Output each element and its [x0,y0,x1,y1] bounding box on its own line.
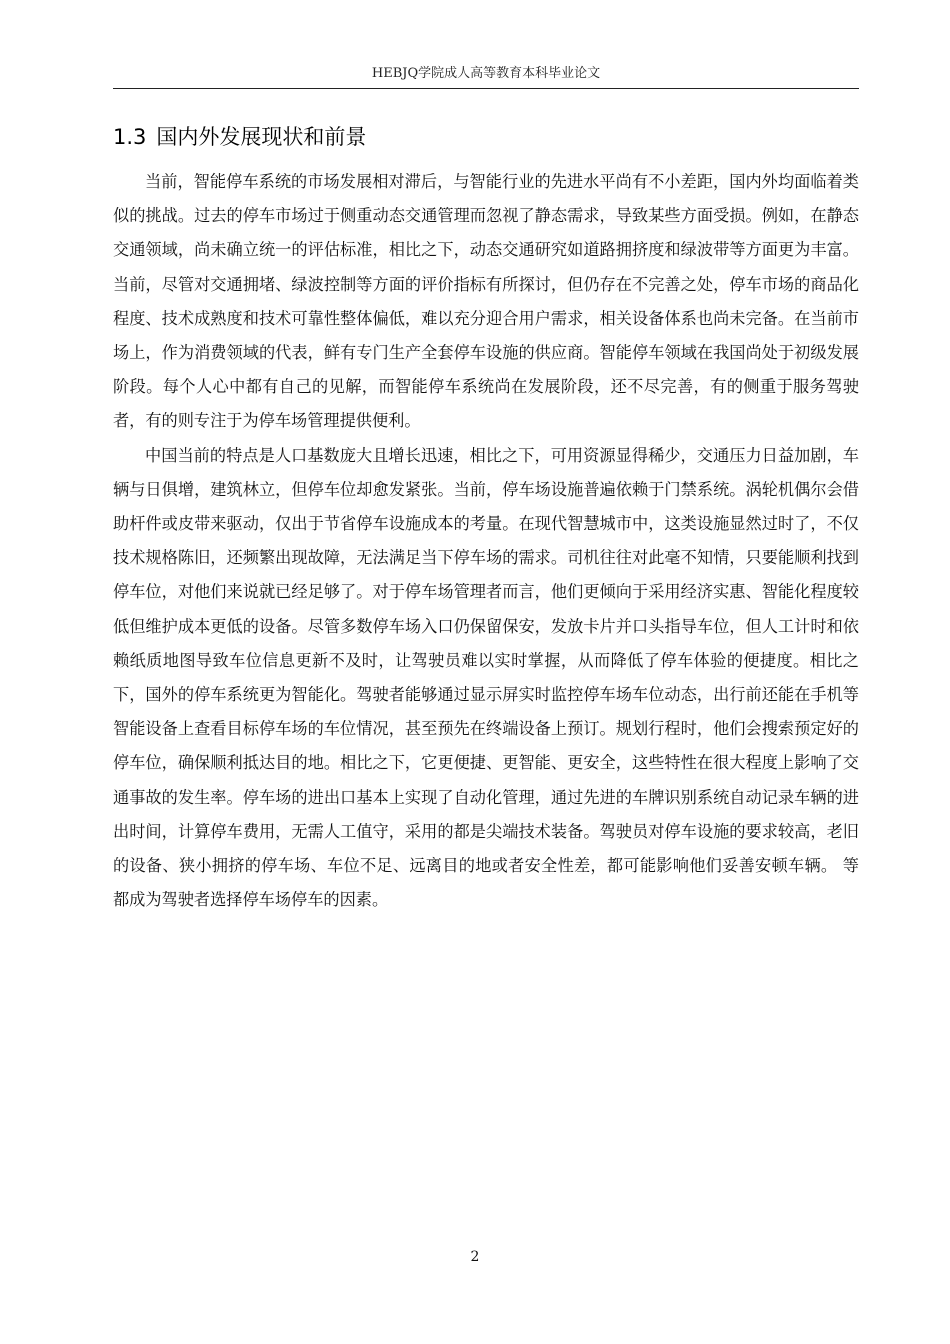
paragraph-2: 中国当前的特点是人口基数庞大且增长迅速，相比之下，可用资源显得稀少，交通压力日益加剧，车辆与日俱增，建筑林立，但停车位却愈发紧张。当前，停车场设施普遍依赖于门禁系统。涡轮机偶尔会借助杆件或皮带来驱动，仅出于节省停车设施成本的考量。在现代智慧城市中，这类设施显然过时了，不仅技术规格陈旧，还频繁出现故障，无法满足当下停车场的需求。司机往往对此毫不知情，只要能顺利找到停车位，对他们来说就已经足够了。对于停车场管理者而言，他们更倾向于采用经济实惠、智能化程度较低但维护成本更低的设备。尽管多数停车场入口仍保留保安，发放卡片并口头指导车位，但人工计时和依赖纸质地图导致车位信息更新不及时，让驾驶员难以实时掌握，从而降低了停车体验的便捷度。相比之下，国外的停车系统更为智能化。驾驶者能够通过显示屏实时监控停车场车位动态，出行前还能在手机等智能设备上查看目标停车场的车位情况，甚至预先在终端设备上预订。规划行程时，他们会搜索预定好的停车位，确保顺利抵达目的地。相比之下，它更便捷、更智能、更安全，这些特性在很大程度上影响了交通事故的发生率。停车场的进出口基本上实现了自动化管理，通过先进的车牌识别系统自动记录车辆的进出时间，计算停车费用，无需人工值守，采用的都是尖端技术装备。驾驶员对停车设施的要求较高，老旧的设备、狭小拥挤的停车场、车位不足、远离目的地或者安全性差，都可能影响他们妥善安顿车辆。 等都成为驾驶者选择停车场停车的因素。 [113,445,859,910]
header-divider [113,88,859,89]
page-header-title: HEBJQ学院成人高等教育本科毕业论文 [371,66,601,81]
paragraph-1: 当前，智能停车系统的市场发展相对滞后，与智能行业的先进水平尚有不小差距，国内外均面临着类似的挑战。过去的停车市场过于侧重动态交通管理而忽视了静态需求，导致某些方面受损。例如，在静态交通领域，尚未确立统一的评估标准，相比之下，动态交通研究如道路拥挤度和绿波带等方面更为丰富。当前，尽管对交通拥堵、绿波控制等方面的评价指标有所探讨，但仍存在不完善之处，停车市场的商品化程度、技术成熟度和技术可靠性整体偏低，难以充分迎合用户需求，相关设备体系也尚未完备。在当前市场上，作为消费领域的代表，鲜有专门生产全套停车设施的供应商。智能停车领域在我国尚处于初级发展阶段。每个人心中都有自己的见解，而智能停车系统尚在发展阶段，还不尽完善，有的侧重于服务驾驶者，有的则专注于为停车场管理提供便利。 [113,172,859,431]
page-number: 2 [470,1249,480,1265]
section-number: 1.3 [113,125,147,149]
section-title: 国内外发展现状和前景 [156,125,367,149]
body-text [113,165,859,917]
section-heading [113,122,366,152]
